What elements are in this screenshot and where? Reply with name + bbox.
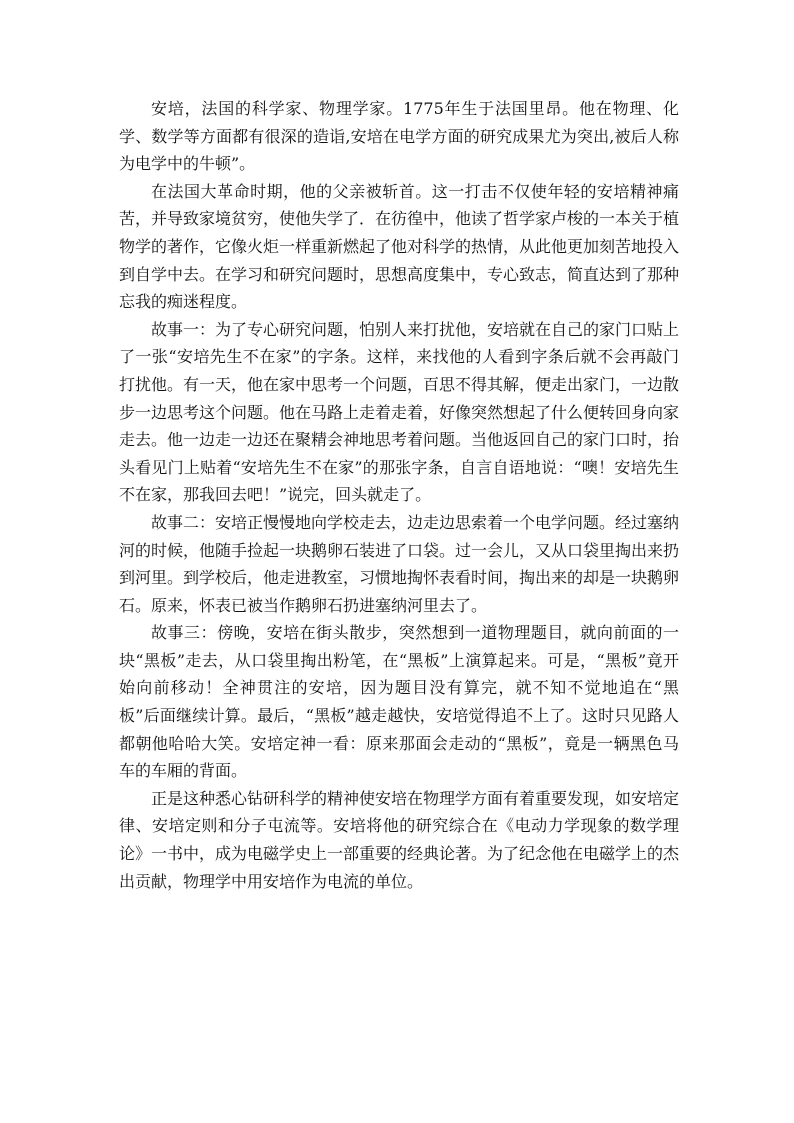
paragraph-conclusion: 正是这种悉心钻研科学的精神使安培在物理学方面有着重要发现，如安培定律、安培定则和分子屯流等。安培将他的研究综合在《电动力学现象的数学理论》一书中，成为电磁学史上一部重要的经典论著。为了纪念他在电磁学上的杰出贡献，物理学中用安培作为电流的单位。 [119,788,680,891]
paragraph-intro: 安培，法国的科学家、物理学家。1775年生于法国里昂。他在物理、化学、数学等方面都有很深的造诣,安培在电学方面的研究成果尤为突出,被后人称为电学中的牛顿”。 [119,99,679,174]
paragraph-story-one: 故事一：为了专心研究问题，怕别人来打扰他，安培就在自己的家门口贴上了一张“安培先生不在家”的字条。这样，来找他的人看到字条后就不会再敲门打扰他。有一天，他在家中思考一个问题，百思不得其解，便走出家门，一边散步一边思考这个问题。他在马路上走着走着，好像突然想起了什么便转回身向家走去。他一边走一边还在聚精会神地思考着问题。当他返回自己的家门口时，抬头看见门上贴着“安培先生不在家”的那张字条，自言自语地说：“噢！安培先生不在家，那我回去吧！”说完，回头就走了。 [119,319,680,505]
paragraph-story-two: 故事二：安培正慢慢地向学校走去，边走边思索着一个电学问题。经过塞纳河的时候，他随手捡起一块鹅卵石装进了口袋。过一会儿，又从口袋里掏出来扔到河里。到学校后，他走进教室，习惯地掏怀表看时间，掏出来的却是一块鹅卵石。原来，怀表已被当作鹅卵石扔进塞纳河里去了。 [119,512,680,615]
article-body [119,95,679,895]
paragraph-revolution: 在法国大革命时期，他的父亲被斩首。这一打击不仅使年轻的安培精神痛苦，并导致家境贫穷，使他失学了．在彷徨中，他读了哲学家卢梭的一本关于植物学的著作，它像火炬一样重新燃起了他对科学的热情，从此他更加刻苦地投入到自学中去。在学习和研究问题时，思想高度集中，专心致志，简直达到了那种忘我的痴迷程度。 [119,181,680,312]
paragraph-story-three: 故事三：傍晚，安培在街头散步，突然想到一道物理题目，就向前面的一块“黑板”走去，从口袋里掏出粉笔，在“黑板”上演算起来。可是，“黑板”竟开始向前移动！全神贯注的安培，因为题目没有算完，就不知不觉地追在“黑板”后面继续计算。最后，“黑板”越走越快，安培觉得追不上了。这时只见路人都朝他哈哈大笑。安培定神一看：原来那面会走动的“黑板”，竟是一辆黑色马车的车厢的背面。 [119,623,679,781]
